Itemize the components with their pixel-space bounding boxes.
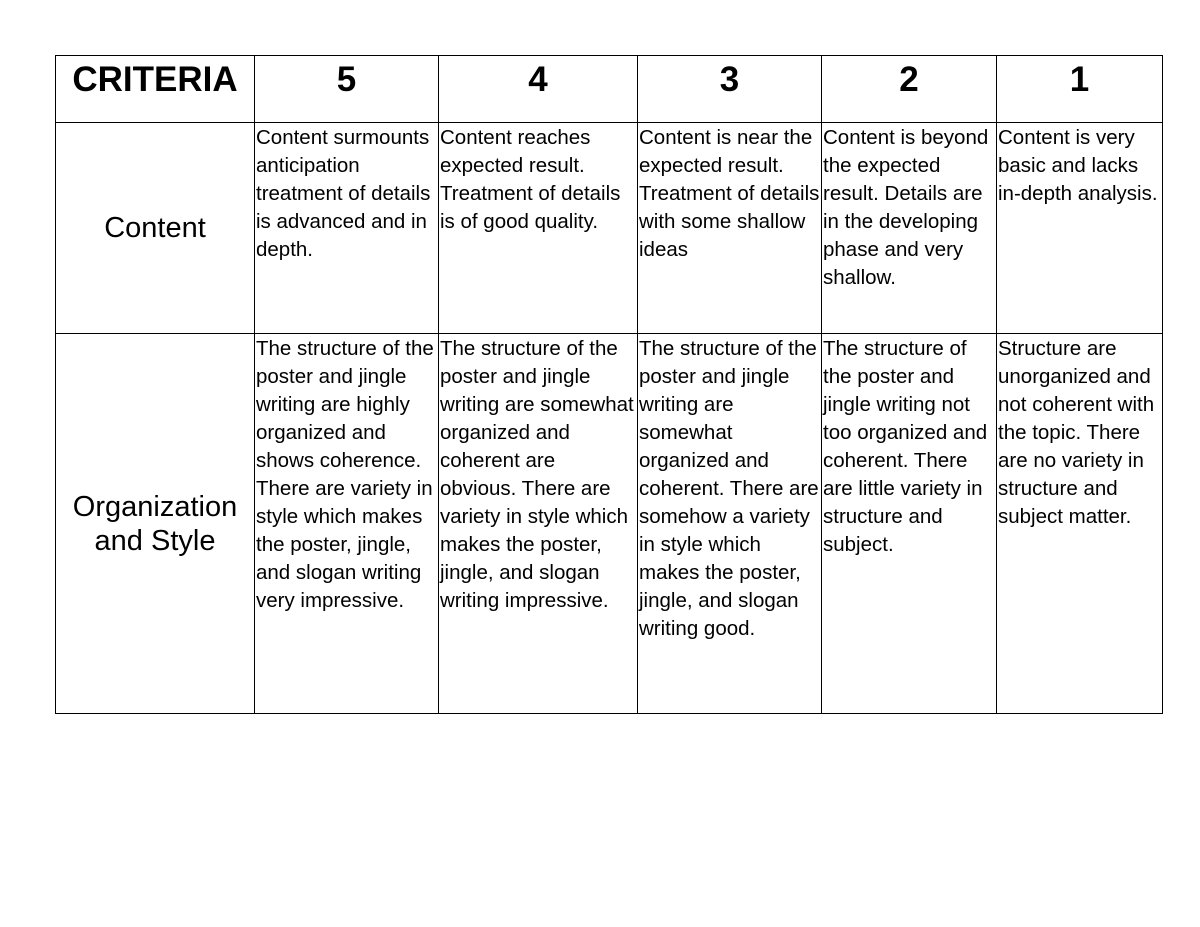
- description-cell: Content is beyond the expected result. Details are in the developing phase and very shallow.: [822, 123, 997, 334]
- description-cell: Content is near the expected result. Treatment of details with some shallow ideas: [638, 123, 822, 334]
- description-cell: Content surmounts anticipation treatment of details is advanced and in depth.: [255, 123, 439, 334]
- table-row: [56, 123, 1163, 334]
- score-header-4: 4: [439, 56, 638, 123]
- score-header-5: 5: [255, 56, 439, 123]
- header-row: [56, 56, 1163, 123]
- description-cell: Content is very basic and lacks in-depth analysis.: [997, 123, 1163, 334]
- score-header-2: 2: [822, 56, 997, 123]
- description-cell: Content reaches expected result. Treatment of details is of good quality.: [439, 123, 638, 334]
- description-cell: The structure of the poster and jingle writing not too organized and coherent. There are little variety in structure and subject.: [822, 334, 997, 714]
- description-cell: The structure of the poster and jingle writing are highly organized and shows coherence. There are variety in style which makes the poster, jingle, and slogan writing very impressive.: [255, 334, 439, 714]
- description-cell: The structure of the poster and jingle writing are somewhat organized and coherent are obvious. There are variety in style which makes the poster, jingle, and slogan writing impressive.: [439, 334, 638, 714]
- table-row: [56, 334, 1163, 714]
- description-cell: Structure are unorganized and not coherent with the topic. There are no variety in structure and subject matter.: [997, 334, 1163, 714]
- criterion-label: Content: [56, 123, 255, 334]
- score-header-1: 1: [997, 56, 1163, 123]
- score-header-3: 3: [638, 56, 822, 123]
- rubric-table: [55, 55, 1163, 714]
- criterion-label: Organization and Style: [56, 334, 255, 714]
- description-cell: The structure of the poster and jingle writing are somewhat organized and coherent. There are somehow a variety in style which makes the poster, jingle, and slogan writing good.: [638, 334, 822, 714]
- criteria-header: CRITERIA: [56, 56, 255, 123]
